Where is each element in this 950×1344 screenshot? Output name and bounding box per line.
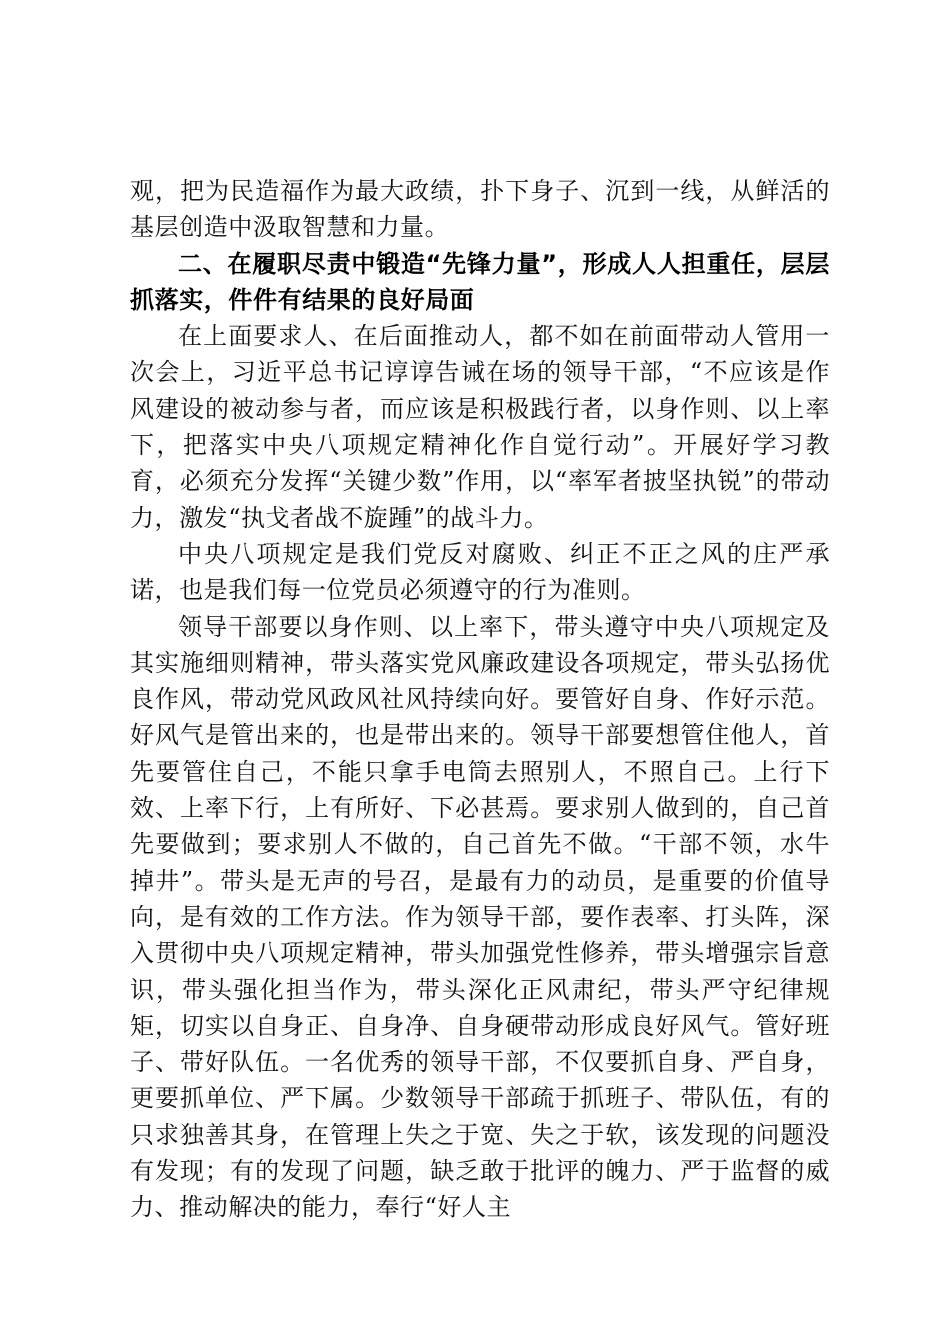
section-heading: 二、在履职尽责中锻造“先锋力量”，形成人人担重任，层层抓落实，件件有结果的良好局面	[130, 249, 830, 314]
body-paragraph: 领导干部要以身作则、以上率下，带头遵守中央八项规定及其实施细则精神，带头落实党风廉政建设各项规定，带头弘扬优良作风，带动党风政风社风持续向好。要管好自身、作好示范。好风气是管出来的，也是带出来的。领导干部要想管住他人，首先要管住自己，不能只拿手电筒去照别人，不照自己。上行下效、上率下行，上有所好、下必甚焉。要求别人做到的，自己首先要做到；要求别人不做的，自己首先不做。“干部不领，水牛掉井”。带头是无声的号召，是最有力的动员，是重要的价值导向，是有效的工作方法。作为领导干部，要作表率、打头阵，深入贯彻中央八项规定精神，带头加强党性修养，带头增强宗旨意识，带头强化担当作为，带头深化正风肃纪，带头严守纪律规矩，切实以自身正、自身净、自身硬带动形成良好风气。管好班子、带好队伍。一名优秀的领导干部，不仅要抓自身、严自身，更要抓单位、严下属。少数领导干部疏于抓班子、带队伍，有的只求独善其身，在管理上失之于宽、失之于软，该发现的问题没有发现；有的发现了问题，缺乏敢于批评的魄力、严于监督的威力、推动解决的能力，奉行“好人主	[130, 612, 830, 1222]
body-paragraph: 在上面要求人、在后面推动人，都不如在前面带动人管用一次会上，习近平总书记谆谆告诫在场的领导干部，“不应该是作风建设的被动参与者，而应该是积极践行者，以身作则、以上率下，把落实中央八项规定精神化作自觉行动”。开展好学习教育，必须充分发挥“关键少数”作用，以“率军者披坚执锐”的带动力，激发“执戈者战不旋踵”的战斗力。	[130, 322, 830, 532]
document-body	[130, 173, 830, 1226]
body-paragraph: 中央八项规定是我们党反对腐败、纠正不正之风的庄严承诺，也是我们每一位党员必须遵守的行为准则。	[130, 539, 830, 605]
body-paragraph-continued: 观，把为民造福作为最大政绩，扑下身子、沉到一线，从鲜活的基层创造中汲取智慧和力量。	[130, 177, 830, 242]
